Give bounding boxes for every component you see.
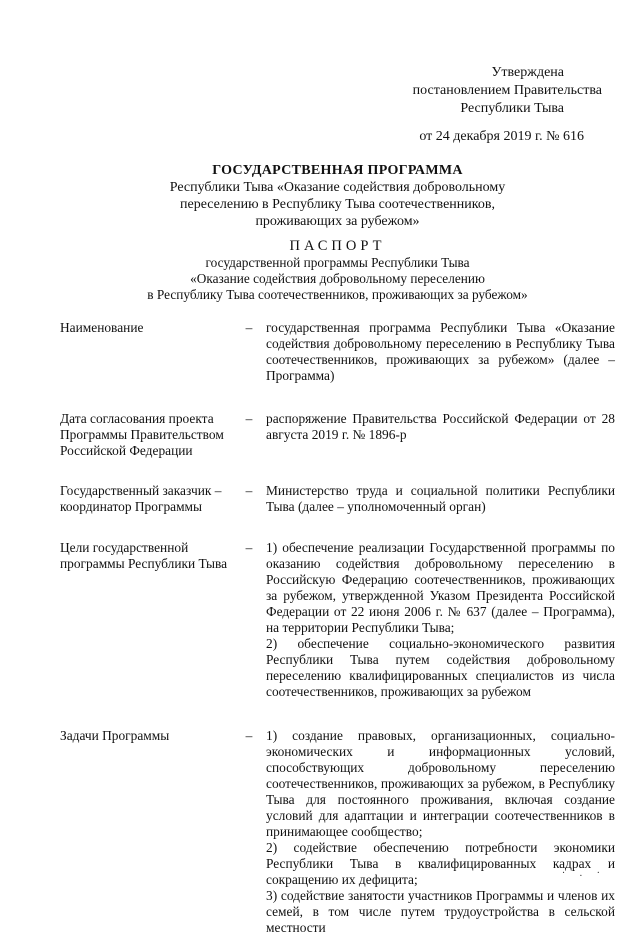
- row-paragraph: 1) обеспечение реализации Государственной программы по оказанию содействия добровольному переселению в Российскую Федерацию соотечественников, проживающих за рубежом, утвержденной Указом Президента Российской Федерации от 22 июня 2006 г. № 637 (далее – Программа), на территории Республики Тыва;: [266, 540, 615, 635]
- passport-row-customer: [60, 483, 615, 515]
- title-main: ГОСУДАРСТВЕННАЯ ПРОГРАММА: [212, 163, 463, 178]
- title-sub-line-3: проживающих за рубежом»: [255, 214, 420, 229]
- row-label: Государственный заказчик – координатор Программы: [60, 483, 222, 514]
- row-value: [266, 540, 615, 700]
- passport-table: [60, 320, 615, 936]
- approval-block: [382, 64, 602, 146]
- approval-line-2: постановлением Правительства: [412, 83, 602, 98]
- passport-row-name: [60, 320, 615, 384]
- passport-line-2: «Оказание содействия добровольному переселению: [190, 271, 485, 286]
- row-paragraph: распоряжение Правительства Российской Федерации от 28 августа 2019 г. № 1896-р: [266, 411, 615, 442]
- row-dash: –: [245, 320, 253, 335]
- passport-row-goals: [60, 540, 615, 700]
- title-sub-line-1: Республики Тыва «Оказание содействия добровольному: [169, 180, 506, 195]
- approval-line-1: Утверждена: [491, 65, 564, 80]
- approval-line-3: Республики Тыва: [460, 101, 564, 116]
- row-dash: –: [245, 483, 253, 498]
- approval-date: от 24 декабря 2019 г. № 616: [419, 129, 584, 144]
- row-paragraph: 1) создание правовых, организационных, социально-экономических и информационных условий, способствующих добровольному переселению соотечественников, проживающих за рубежом, в Республику Тыва для постоянного проживания, включая создание условий для адаптации и интеграции соотечественников в принимающее сообщество;: [266, 728, 615, 839]
- row-value: [266, 320, 615, 384]
- row-dash: –: [245, 728, 253, 743]
- row-dash: –: [245, 540, 253, 555]
- scan-specks: · . ·: [561, 868, 606, 879]
- row-label: Дата согласования проекта Программы Правительством Российской Федерации: [60, 411, 224, 458]
- passport-heading: ПАСПОРТ: [289, 238, 386, 254]
- title-sub-line-2: переселению в Республику Тыва соотечественников,: [180, 197, 495, 212]
- document-title: [60, 162, 615, 230]
- row-paragraph: Министерство труда и социальной политики Республики Тыва (далее – уполномоченный орган): [266, 483, 615, 514]
- row-paragraph: 2) обеспечение социально-экономического развития Республики Тыва путем содействия добровольному переселению квалифицированных специалистов из числа соотечественников, проживающих за рубежом: [266, 636, 615, 699]
- row-paragraph: государственная программа Республики Тыва «Оказание содействия добровольному переселению в Республику Тыва соотечественников, проживающих за рубежом» (далее – Программа): [266, 320, 615, 383]
- row-dash: –: [245, 411, 253, 426]
- row-value: [266, 411, 615, 459]
- row-label: Задачи Программы: [60, 728, 170, 743]
- passport-header: [60, 238, 615, 303]
- row-label: Цели государственной программы Республики Тыва: [60, 540, 228, 571]
- row-paragraph: 3) содействие занятости участников Программы и членов их семей, в том числе путем трудоустройства в сельской местности: [266, 888, 615, 935]
- passport-line-1: государственной программы Республики Тыва: [205, 255, 470, 270]
- passport-line-3: в Республику Тыва соотечественников, проживающих за рубежом»: [147, 287, 528, 302]
- row-paragraph: 2) содействие обеспечению потребности экономики Республики Тыва в квалифицированных кадрах и сокращению их дефицита;: [266, 840, 615, 887]
- row-value: [266, 483, 615, 515]
- row-label: Наименование: [60, 320, 144, 335]
- passport-row-approval-date: [60, 411, 615, 459]
